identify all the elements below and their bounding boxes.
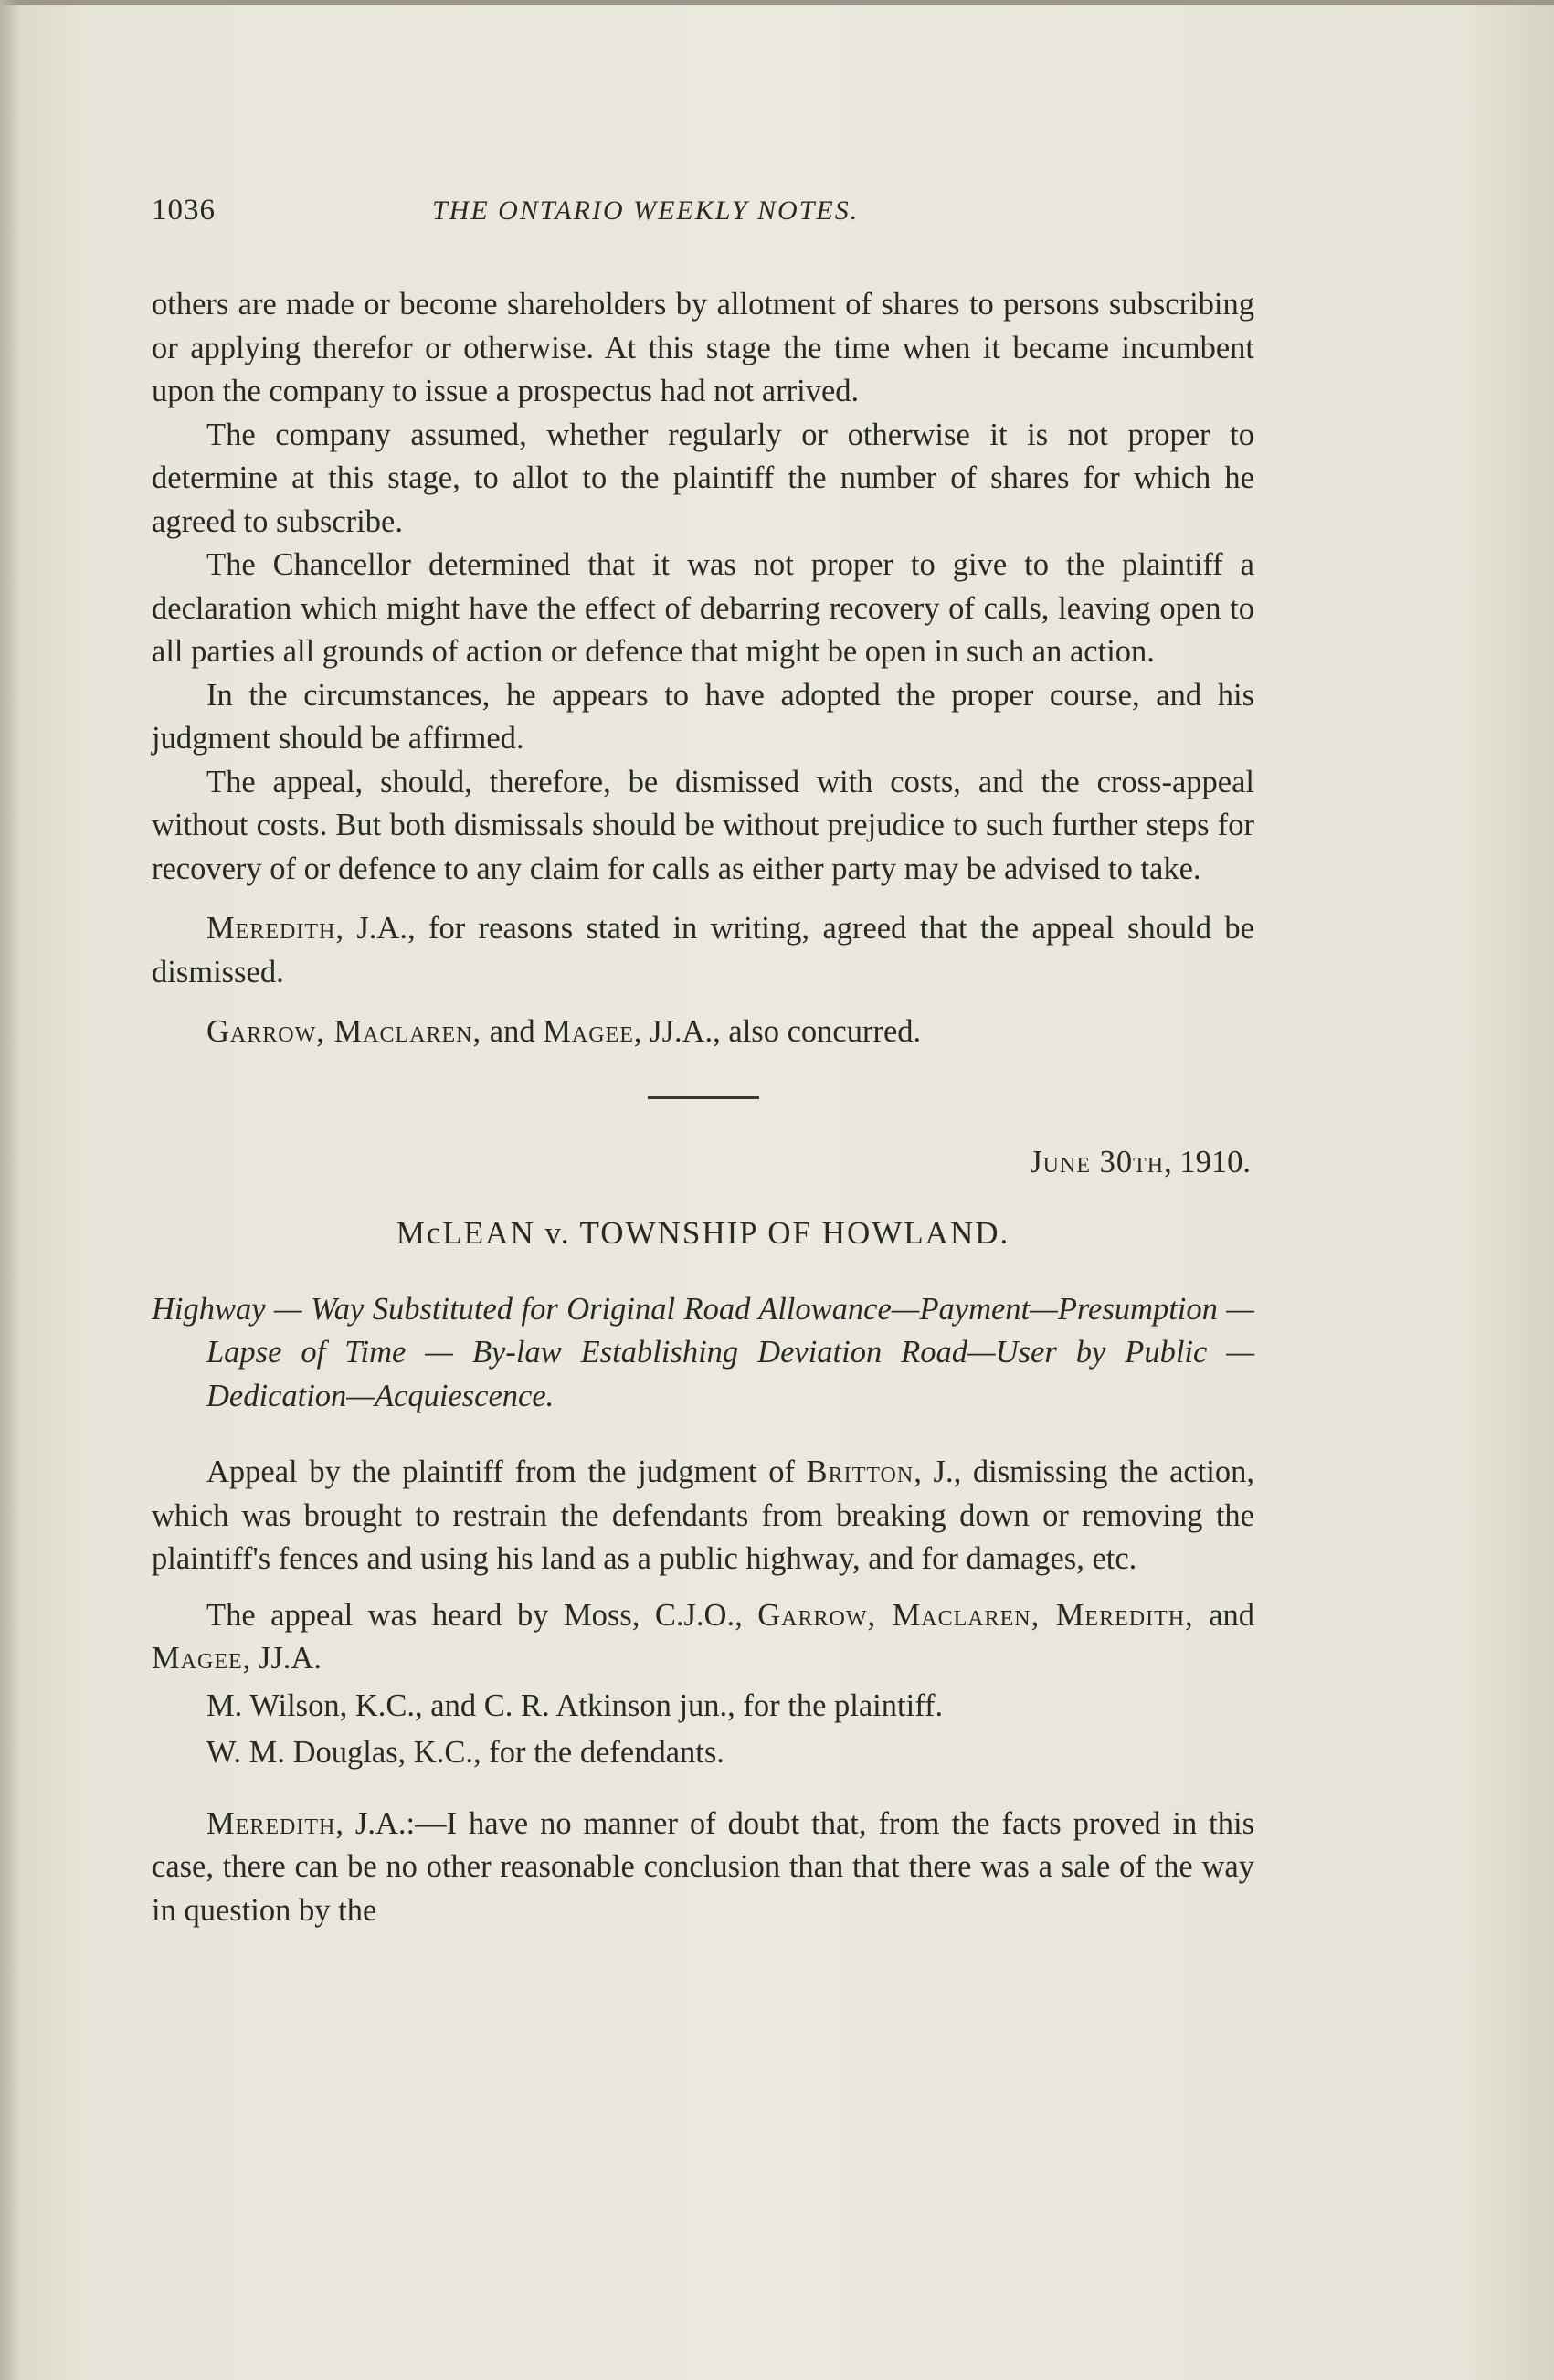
counsel-defendants: W. M. Douglas, K.C., for the defendants. (206, 1735, 724, 1770)
hearing-end: , JJ.A. (242, 1641, 322, 1676)
judge-name: Meredith (206, 911, 336, 946)
spine-shadow (0, 0, 20, 2380)
date-month: June 30th (1030, 1144, 1165, 1179)
opinion-text: , J.A.:—I have no manner of doubt that, from the facts proved in this case, there can be no other reasonable conclusion than that there was a sale of the way in question by the (152, 1805, 1254, 1928)
page-top-edge (0, 0, 1554, 5)
headnote: Highway — Way Substituted for Original Road Allowance—Payment—Presumption — Lapse of Time — By-law Establishing Deviation Road—User by Public — Dedication—Acquiescence. (152, 1291, 1254, 1413)
hearing-statement (152, 1594, 1254, 1681)
paragraph-4: In the circumstances, he appears to have adopted the proper course, and his judgment should be affirmed. (152, 677, 1254, 756)
concurrence-text: , J.A., for reasons stated in writing, agreed that the appeal should be dismissed. (152, 911, 1254, 989)
paragraph-2: The company assumed, whether regularly or otherwise it is not proper to determine at this stage, to allot to the plaintiff the number of shares for which he agreed to subscribe. (152, 417, 1254, 539)
decision-date (152, 1141, 1254, 1185)
paragraph-3: The Chancellor determined that it was not proper to give to the plaintiff a declaration which might have the effect of debarring recovery of calls, leaving open to all parties all grounds of action or defence that might be open in such an action. (152, 547, 1254, 669)
case-title: McLEAN v. TOWNSHIP OF HOWLAND. (396, 1215, 1010, 1251)
hearing-text: The appeal was heard by Moss, C.J.O., (206, 1597, 758, 1633)
judge-name: Magee (543, 1014, 634, 1049)
trial-judge: Britton (806, 1454, 914, 1489)
meredith-concurrence (152, 907, 1254, 994)
date-year: , 1910. (1164, 1144, 1251, 1179)
counsel-plaintiff: M. Wilson, K.C., and C. R. Atkinson jun., for the plaintiff. (206, 1687, 944, 1723)
appeal-text-cont: , J., dismissing the action, which was brought to restrain the defendants from breaking down or removing the plaintiff's fences and using his land as a public highway, and for damages, etc. (152, 1454, 1254, 1576)
other-judges-concurrence (152, 1010, 1254, 1054)
text-column (152, 283, 1254, 1932)
conjunction: and (481, 1014, 544, 1049)
hearing-judges: Garrow, Maclaren, Meredith, (757, 1597, 1194, 1633)
opinion-judge: Meredith (206, 1805, 336, 1841)
appeal-statement (152, 1451, 1254, 1581)
page-number: 1036 (152, 194, 216, 227)
hearing-and: and (1193, 1597, 1255, 1633)
page-header (152, 194, 1254, 239)
appeal-text: Appeal by the plaintiff from the judgment of (206, 1454, 807, 1489)
hearing-magee: Magee (152, 1641, 243, 1676)
concurrence-text: , JJ.A., also concurred. (633, 1014, 922, 1049)
running-head: THE ONTARIO WEEKLY NOTES. (432, 196, 860, 226)
section-divider (648, 1096, 759, 1099)
judge-names: Garrow, Maclaren, (206, 1014, 482, 1049)
paragraph-5: The appeal, should, therefore, be dismissed with costs, and the cross-appeal without costs. But both dismissals should be without prejudice to such further steps for recovery of or defence to any claim for calls as either party may be advised to take. (152, 764, 1254, 886)
paragraph-1: others are made or become shareholders by allotment of shares to persons subscribing or applying therefor or otherwise. At this stage the time when it became incumbent upon the company to issue a prospectus had not arrived. (152, 287, 1254, 408)
opinion-start (152, 1803, 1254, 1933)
